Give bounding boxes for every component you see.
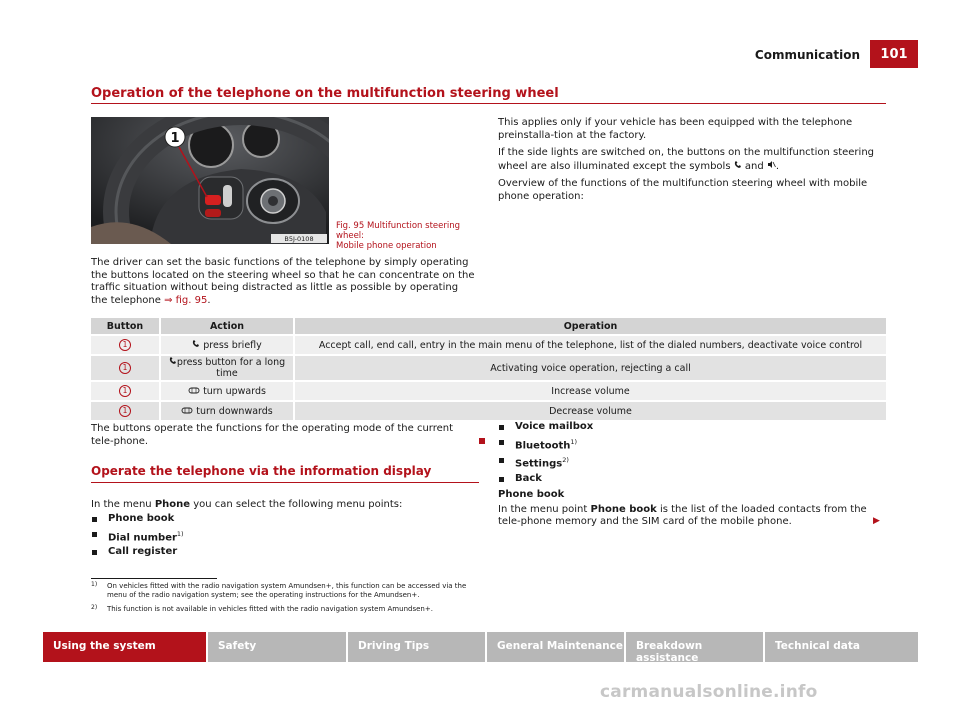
- table-row: [91, 381, 886, 401]
- section-heading: Operate the telephone via the information display: [91, 464, 432, 478]
- footnote-2: [91, 605, 481, 614]
- figure-callout-number: 1: [170, 131, 180, 146]
- phonebook-text: [498, 504, 886, 529]
- footnote-divider: [91, 578, 217, 579]
- item-label: Settings: [515, 458, 563, 470]
- overview-note: Overview of the functions of the multifunction steering wheel with mobile phone operation:: [498, 178, 868, 202]
- list-item: [498, 436, 798, 453]
- nav-safety[interactable]: Safety: [208, 632, 346, 662]
- footnote-ref: 1): [570, 437, 578, 446]
- list-item: [498, 454, 798, 471]
- button-cell: [91, 401, 160, 420]
- phone-handset-icon: [169, 357, 177, 365]
- nav-driving-tips[interactable]: Driving Tips: [348, 632, 485, 662]
- section-end-marker: [479, 438, 485, 444]
- action-text: press briefly: [203, 339, 262, 351]
- button-cell: [91, 381, 160, 401]
- item-label: Bluetooth: [515, 439, 571, 451]
- item-label: Back: [515, 473, 542, 485]
- phonebook-after: is the list of the loaded contacts from the tele-phone memory and the SIM card of the mobile phone.: [498, 503, 867, 527]
- button-number: 1: [119, 362, 131, 374]
- list-item: [498, 421, 798, 434]
- phone-handset-icon: [192, 340, 200, 348]
- phonebook-bold: Phone book: [590, 503, 657, 515]
- mode-note: The buttons operate the functions for the operating mode of the current tele-phone.: [91, 423, 454, 447]
- footnote-ref: 1): [176, 529, 184, 538]
- footnote-mark: 2): [91, 604, 98, 611]
- operation-cell: Increase volume: [294, 381, 886, 401]
- footnote-text: This function is not available in vehicles fitted with the radio navigation system Amundsen+.: [107, 605, 433, 613]
- button-cell: [91, 335, 160, 355]
- figure-caption-line2: Mobile phone operation: [336, 241, 437, 251]
- menu-intro: [91, 499, 477, 512]
- figure-link[interactable]: ⇒ fig. 95: [164, 294, 208, 306]
- list-item: [91, 513, 391, 526]
- figure-caption: [336, 221, 476, 251]
- operation-cell: Activating voice operation, rejecting a call: [294, 355, 886, 381]
- figure-code: B5J-0108: [284, 235, 314, 243]
- menu-list-right: [498, 421, 798, 488]
- action-cell: [160, 401, 294, 420]
- illumination-note: [498, 147, 886, 173]
- section-name: Communication: [754, 48, 860, 62]
- operation-cell: Accept call, end call, entry in the main menu of the telephone, list of the dialed numbers, deactivate voice control: [294, 335, 886, 355]
- illumination-text: If the side lights are switched on, the buttons on the multifunction steering wheel are also illuminated except the symbols: [498, 147, 875, 172]
- continue-arrow-icon: ▶: [873, 516, 880, 526]
- nav-using-the-system[interactable]: Using the system: [43, 632, 206, 662]
- table-row: [91, 355, 886, 381]
- button-cell: [91, 355, 160, 381]
- intro-text: The driver can set the basic functions of the telephone by simply operating the buttons located on the steering wheel so that he can concentrate on the traffic situation without being distracted as little as possible by operating the telephone: [91, 257, 475, 306]
- chapter-nav: [43, 632, 918, 662]
- illumination-end: .: [775, 160, 780, 172]
- intro-end: .: [207, 294, 211, 306]
- header-operation: Operation: [294, 318, 886, 335]
- phonebook-block: [498, 489, 886, 529]
- table-header-row: [91, 318, 886, 335]
- nav-technical-data[interactable]: Technical data: [765, 632, 918, 662]
- table-row: [91, 335, 886, 355]
- action-cell: [160, 381, 294, 401]
- list-item: [498, 473, 798, 486]
- list-item: [91, 528, 391, 545]
- operation-cell: Decrease volume: [294, 401, 886, 420]
- menu-intro-rest: you can select the following menu points:: [193, 499, 403, 510]
- item-label: Call register: [108, 546, 178, 558]
- action-text: press button for a long time: [176, 357, 286, 379]
- illumination-and: and: [744, 160, 764, 172]
- item-label: Phone book: [108, 513, 175, 524]
- menu-list-left: [91, 513, 391, 561]
- right-column: [498, 117, 886, 208]
- steering-wheel-illustration: [91, 117, 329, 244]
- mute-icon: [767, 160, 776, 169]
- watermark: carmanualsonline.info: [600, 682, 818, 702]
- operations-table: [91, 318, 886, 420]
- nav-general-maintenance[interactable]: General Maintenance: [487, 632, 624, 662]
- list-item: [91, 546, 391, 559]
- button-number: 1: [119, 385, 131, 397]
- action-cell: [160, 335, 294, 355]
- thumbwheel-icon: [181, 407, 193, 414]
- steering-wheel-photo: [91, 117, 329, 244]
- menu-name: Phone: [154, 499, 191, 510]
- button-number: 1: [119, 339, 131, 351]
- action-text: turn upwards: [203, 385, 266, 397]
- page-number: 101: [870, 40, 918, 68]
- button-number: 1: [119, 405, 131, 417]
- section-divider: [91, 482, 479, 483]
- thumbwheel-icon: [188, 387, 200, 394]
- footnote-ref: 2): [562, 456, 569, 465]
- item-label: Voice mailbox: [515, 421, 594, 432]
- figure-caption-line1: Fig. 95 Multifunction steering wheel:: [336, 221, 461, 241]
- phone-handset-icon: [734, 161, 742, 169]
- title-divider: [91, 103, 886, 104]
- nav-breakdown-assistance[interactable]: Breakdown assistance: [626, 632, 763, 662]
- phonebook-before: In the menu point: [498, 503, 588, 515]
- header-action: Action: [160, 318, 294, 335]
- footnote-mark: 1): [91, 581, 98, 588]
- footnote-text: On vehicles fitted with the radio navigation system Amundsen+, this function can be accessed via the menu of the radio navigation system; see the operating instructions for the Amundsen+.: [107, 582, 467, 599]
- table-row: [91, 401, 886, 420]
- phonebook-heading: Phone book: [498, 489, 565, 500]
- item-label: Dial number: [108, 531, 177, 543]
- preinstall-note: This applies only if your vehicle has been equipped with the telephone preinstalla-tion at the factory.: [498, 117, 853, 141]
- action-text: turn downwards: [196, 405, 273, 417]
- action-cell: [160, 355, 294, 381]
- intro-paragraph: [91, 257, 477, 307]
- page-title: Operation of the telephone on the multifunction steering wheel: [91, 86, 559, 101]
- menu-intro-text: In the menu: [91, 499, 152, 510]
- footnote-1: [91, 582, 481, 600]
- header-button: Button: [91, 318, 160, 335]
